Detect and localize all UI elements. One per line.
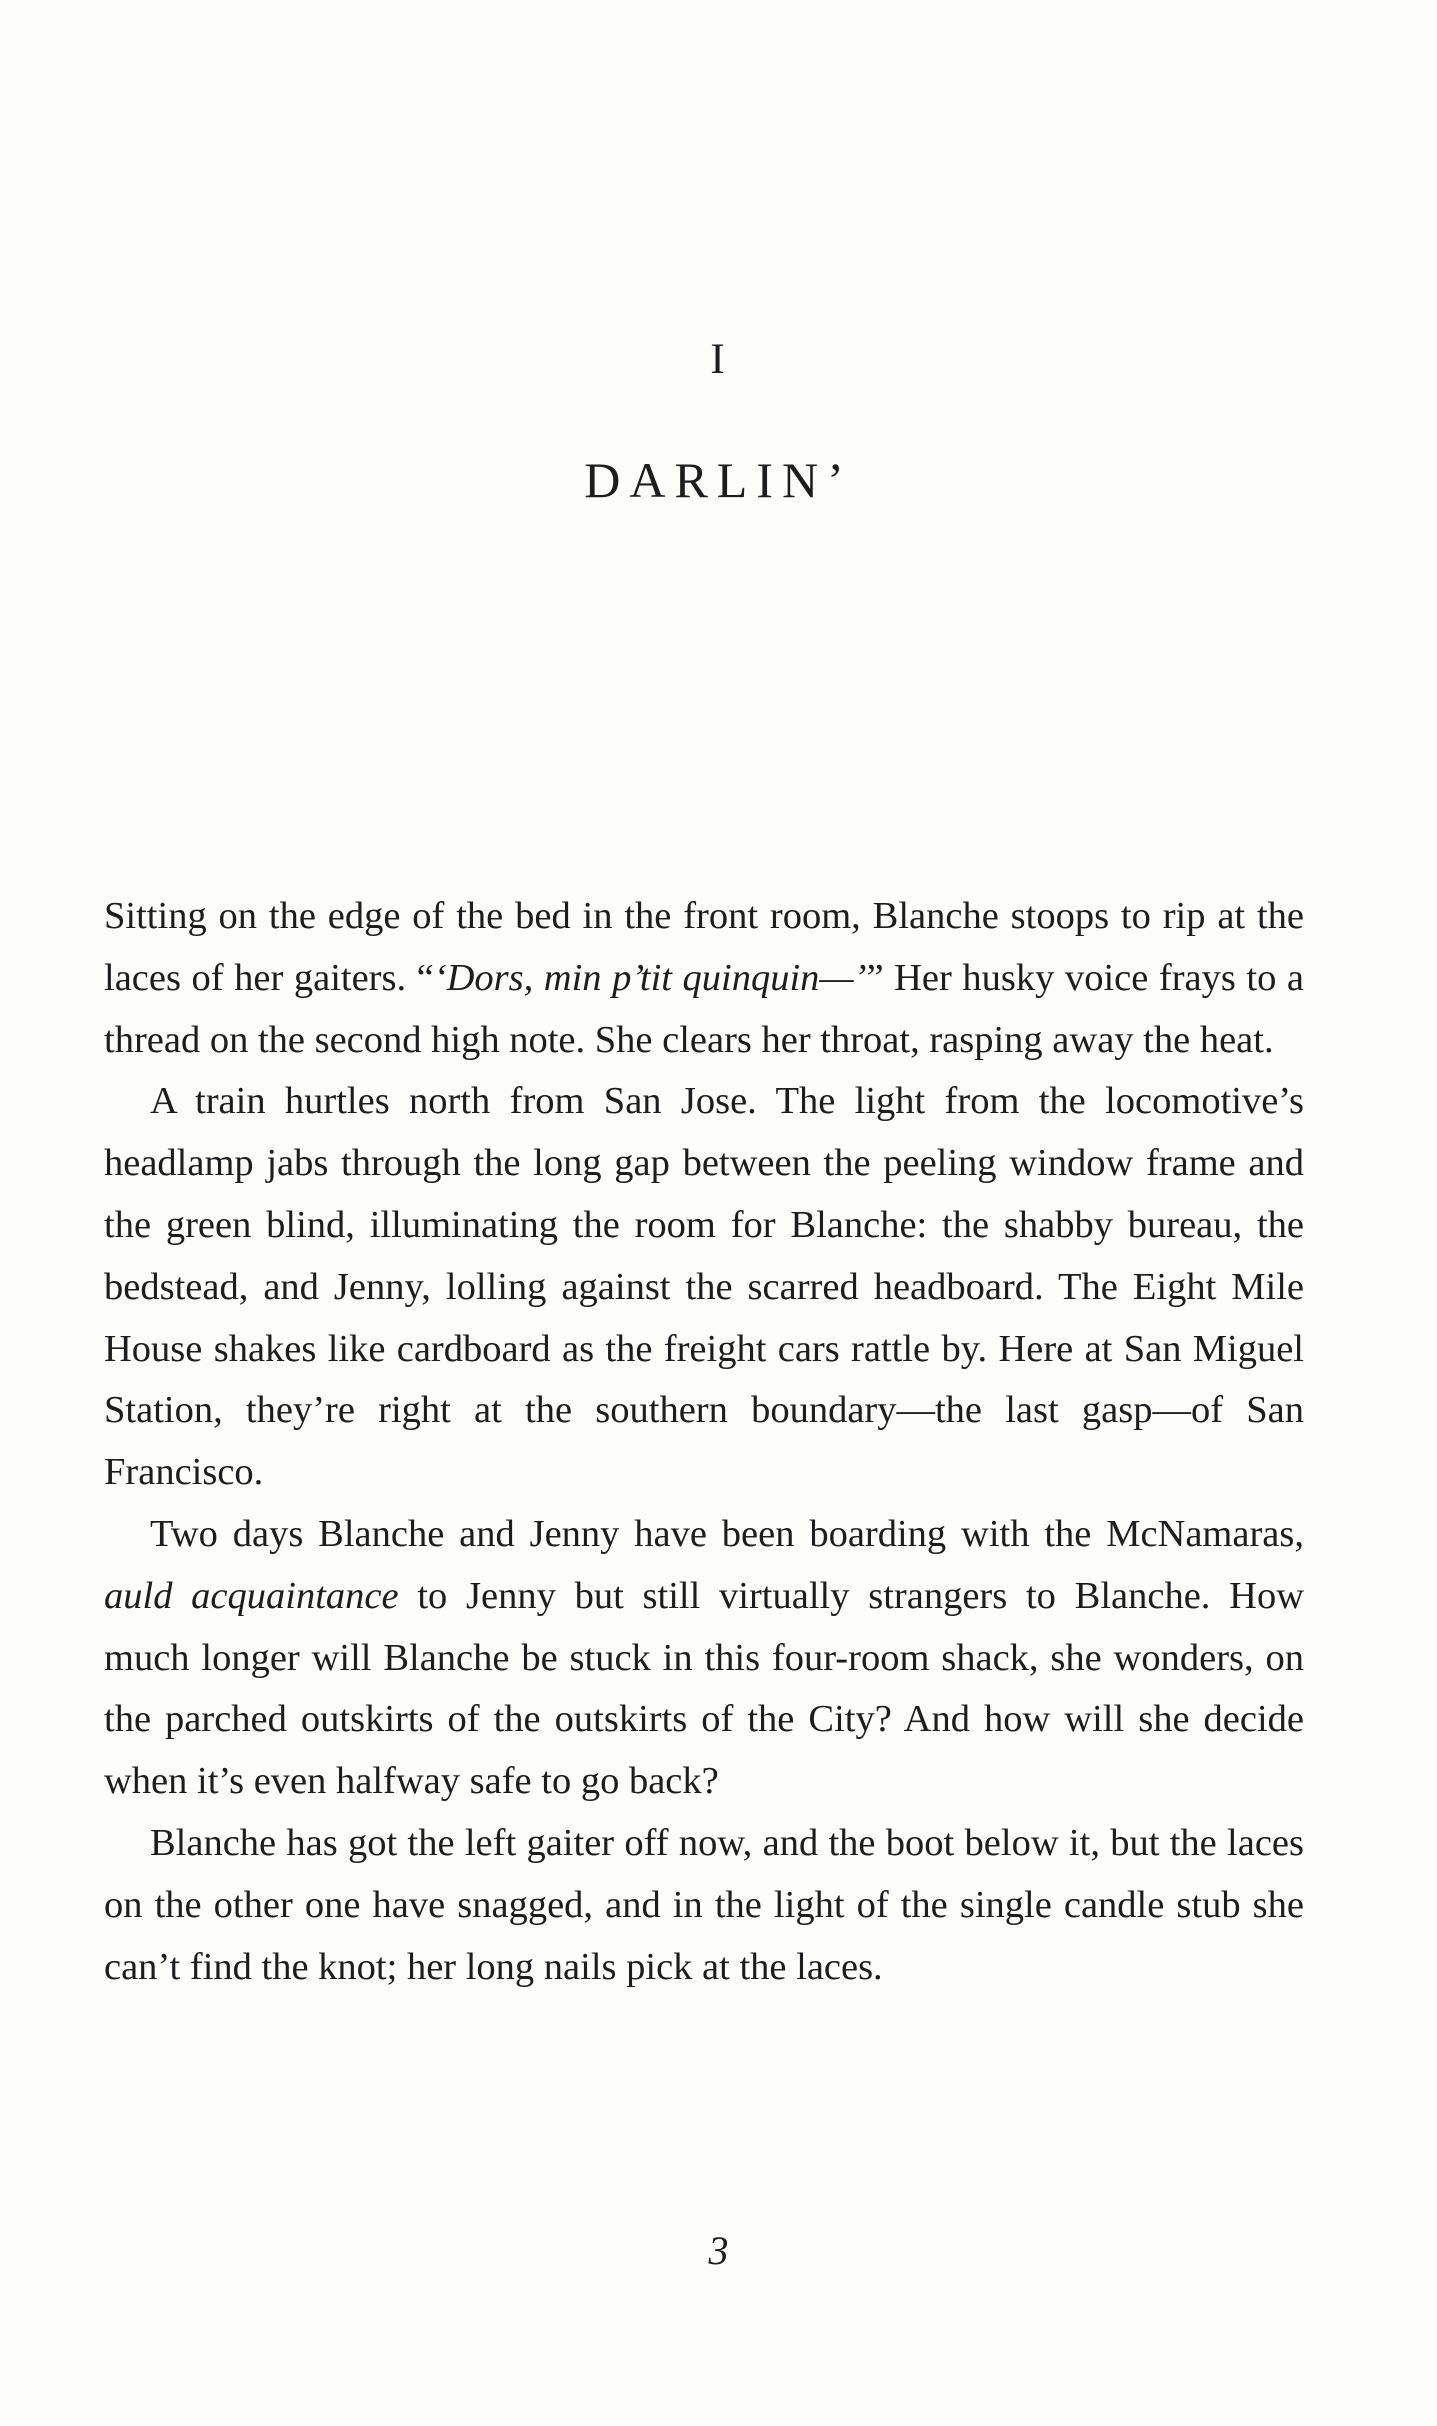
chapter-number: I: [710, 336, 727, 383]
paragraph-1-text-c: ” Her husky voice frays to a thread on the second high note. She clears her throat, rasping away the heat.: [104, 956, 1304, 1061]
chapter-title: DARLIN’: [584, 452, 853, 508]
paragraph-3-text-c: to Jenny but still virtually strangers to Blanche. How much longer will Blanche be stuck in this four-room shack, she wonders, on the parched outskirts of the outskirts of the City? And how will she decide when it’s even halfway safe to go back?: [104, 1574, 1305, 1803]
paragraph-1-song-quote: ‘Dors, min p’tit quinquin—’: [433, 956, 867, 999]
paragraph-4: Blanche has got the left gaiter off now, and the boot below it, but the laces on the other one have snagged, and in the light of the single candle stub she can’t find the knot; her long nails pick at the laces.: [104, 1821, 1304, 1988]
body-text: [104, 886, 1304, 1998]
paragraph-2: A train hurtles north from San Jose. The light from the locomotive’s headlamp jabs through the long gap between the peeling window frame and the green blind, illuminating the room for Blanche: the shabby bureau, the bedstead, and Jenny, lolling against the scarred headboard. The Eight Mile House shakes like cardboard as the freight cars rattle by. Here at San Miguel Station, they’re right at the southern boundary—the last gasp—of San Francisco.: [104, 1080, 1304, 1494]
paragraph-3: [104, 1504, 1304, 1813]
paragraph-1-text-a: Sitting on the edge of the bed in the front room, Blanche stoops to rip at the laces of her gaiters. “: [104, 895, 1304, 999]
paragraph-1: [104, 886, 1304, 1071]
paragraph-3-italic-phrase: auld acquaintance: [104, 1574, 399, 1617]
paragraph-3-text-a: Two days Blanche and Jenny have been boarding with the McNamaras,: [150, 1512, 1304, 1555]
page-number: 3: [708, 2228, 729, 2273]
